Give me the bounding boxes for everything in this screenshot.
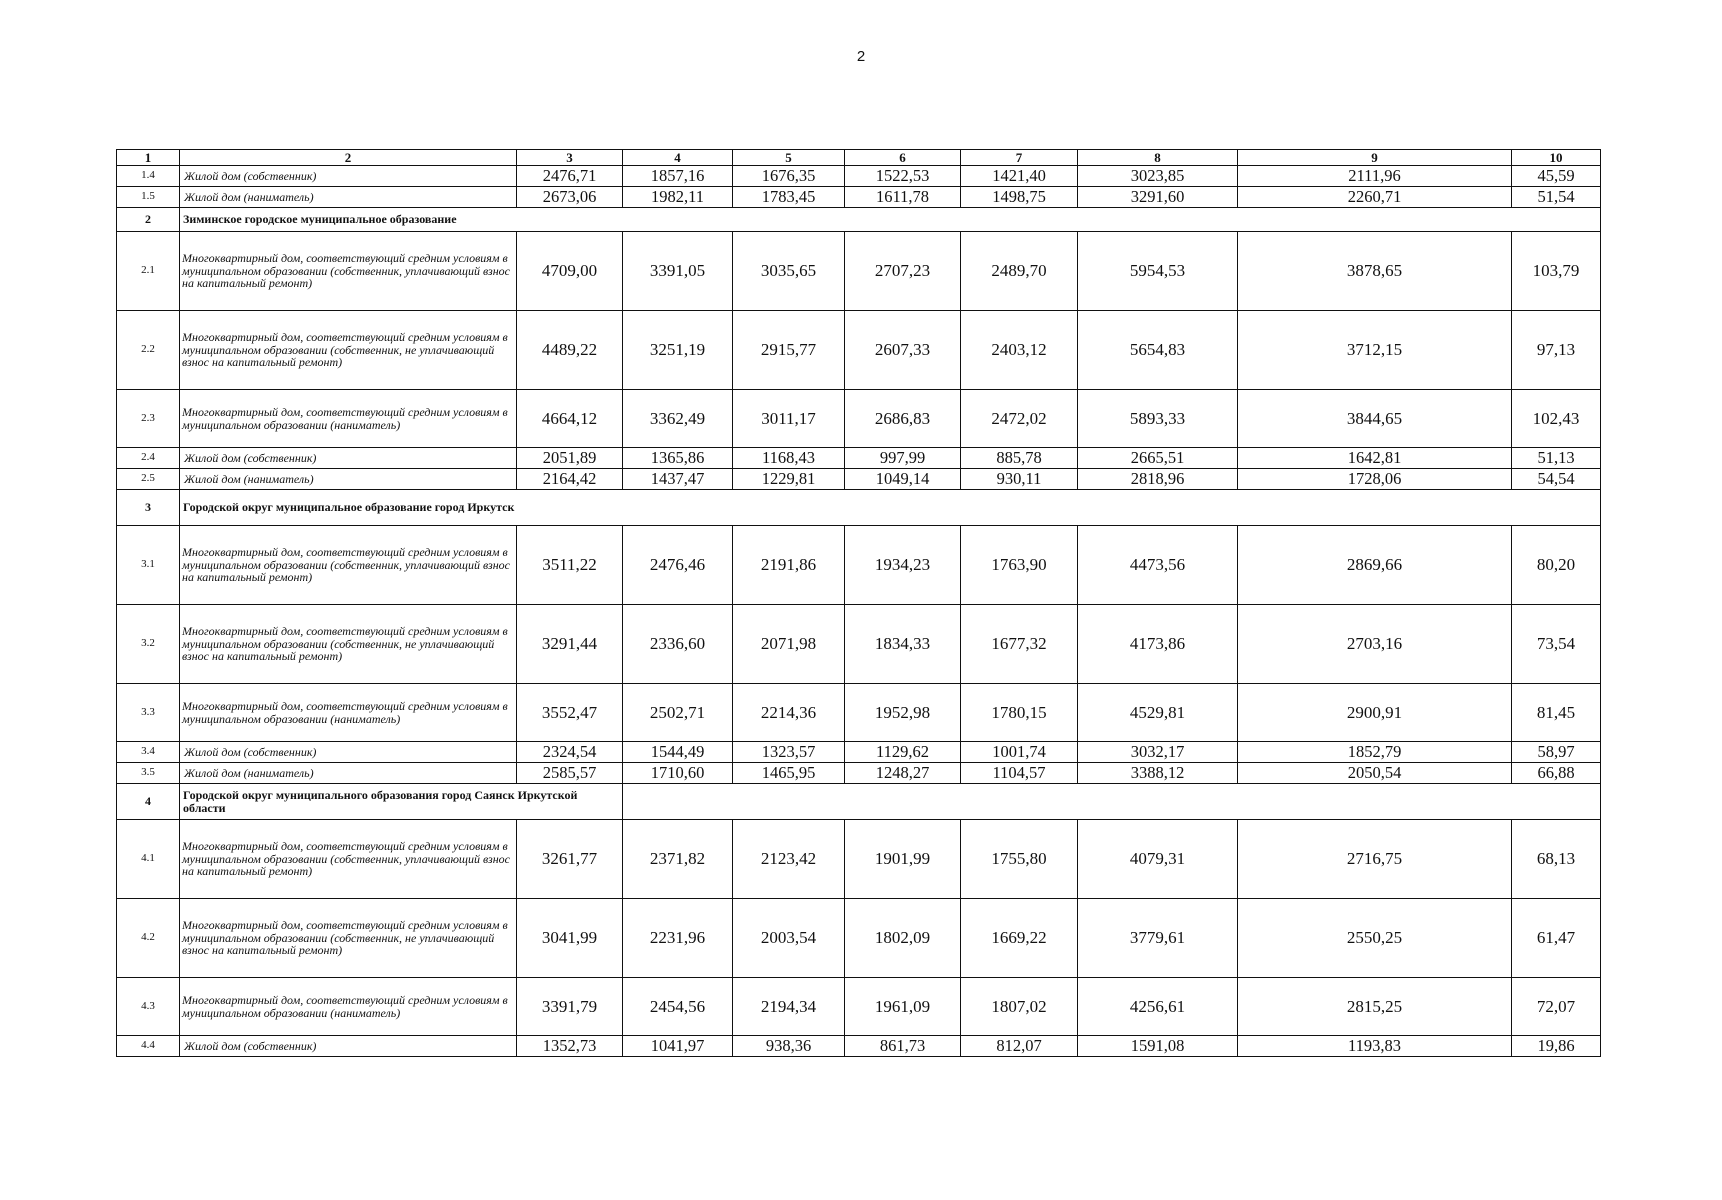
value-cell: 1710,60 [623, 763, 733, 784]
table-row [117, 448, 1601, 469]
column-header: 7 [961, 150, 1078, 166]
section-number: 3 [117, 490, 180, 526]
row-name: Многоквартирный дом, соответствующий средним условиям в муниципальном образовании (наниматель) [180, 684, 517, 742]
column-header: 6 [845, 150, 961, 166]
value-cell: 2454,56 [623, 978, 733, 1036]
value-cell: 2915,77 [733, 311, 845, 390]
row-name: Многоквартирный дом, соответствующий средним условиям в муниципальном образовании (наниматель) [180, 390, 517, 448]
row-number: 3.4 [117, 742, 180, 763]
table-row [117, 820, 1601, 899]
column-header: 9 [1238, 150, 1512, 166]
column-header: 8 [1078, 150, 1238, 166]
table-row [117, 166, 1601, 187]
table-row [117, 978, 1601, 1036]
value-cell: 1676,35 [733, 166, 845, 187]
value-cell: 3032,17 [1078, 742, 1238, 763]
value-cell: 2123,42 [733, 820, 845, 899]
table-row [117, 469, 1601, 490]
value-cell: 2003,54 [733, 899, 845, 978]
column-header: 3 [517, 150, 623, 166]
header-row [117, 150, 1601, 166]
value-cell: 54,54 [1512, 469, 1601, 490]
value-cell: 58,97 [1512, 742, 1601, 763]
empty-cell [623, 784, 1601, 820]
row-name: Жилой дом (собственник) [180, 1036, 517, 1057]
table-row [117, 311, 1601, 390]
value-cell: 812,07 [961, 1036, 1078, 1057]
table-row [117, 526, 1601, 605]
value-cell: 72,07 [1512, 978, 1601, 1036]
value-cell: 1544,49 [623, 742, 733, 763]
row-name: Многоквартирный дом, соответствующий средним условиям в муниципальном образовании (собственник, не уплачивающий взнос на капитальный ремонт) [180, 605, 517, 684]
value-cell: 1763,90 [961, 526, 1078, 605]
value-cell: 45,59 [1512, 166, 1601, 187]
value-cell: 2371,82 [623, 820, 733, 899]
section-row [117, 208, 1601, 232]
row-number: 1.5 [117, 187, 180, 208]
column-header: 10 [1512, 150, 1601, 166]
row-number: 3.3 [117, 684, 180, 742]
row-number: 4.1 [117, 820, 180, 899]
row-name: Многоквартирный дом, соответствующий средним условиям в муниципальном образовании (собственник, не уплачивающий взнос на капитальный ремонт) [180, 311, 517, 390]
value-cell: 2260,71 [1238, 187, 1512, 208]
value-cell: 2869,66 [1238, 526, 1512, 605]
value-cell: 3391,79 [517, 978, 623, 1036]
value-cell: 2403,12 [961, 311, 1078, 390]
value-cell: 81,45 [1512, 684, 1601, 742]
value-cell: 2489,70 [961, 232, 1078, 311]
tariff-table [116, 149, 1601, 1057]
value-cell: 68,13 [1512, 820, 1601, 899]
section-number: 2 [117, 208, 180, 232]
table-row [117, 1036, 1601, 1057]
value-cell: 3552,47 [517, 684, 623, 742]
value-cell: 1669,22 [961, 899, 1078, 978]
value-cell: 1168,43 [733, 448, 845, 469]
value-cell: 4664,12 [517, 390, 623, 448]
value-cell: 51,13 [1512, 448, 1601, 469]
value-cell: 1104,57 [961, 763, 1078, 784]
value-cell: 4473,56 [1078, 526, 1238, 605]
value-cell: 1591,08 [1078, 1036, 1238, 1057]
value-cell: 1961,09 [845, 978, 961, 1036]
section-row [117, 784, 1601, 820]
value-cell: 1323,57 [733, 742, 845, 763]
value-cell: 1802,09 [845, 899, 961, 978]
row-name: Жилой дом (наниматель) [180, 469, 517, 490]
value-cell: 73,54 [1512, 605, 1601, 684]
value-cell: 66,88 [1512, 763, 1601, 784]
value-cell: 3712,15 [1238, 311, 1512, 390]
column-header: 4 [623, 150, 733, 166]
value-cell: 1783,45 [733, 187, 845, 208]
value-cell: 2607,33 [845, 311, 961, 390]
row-name: Многоквартирный дом, соответствующий средним условиям в муниципальном образовании (собственник, не уплачивающий взнос на капитальный ремонт) [180, 899, 517, 978]
value-cell: 3251,19 [623, 311, 733, 390]
value-cell: 3011,17 [733, 390, 845, 448]
value-cell: 3291,60 [1078, 187, 1238, 208]
value-cell: 1437,47 [623, 469, 733, 490]
value-cell: 1352,73 [517, 1036, 623, 1057]
value-cell: 2550,25 [1238, 899, 1512, 978]
value-cell: 1611,78 [845, 187, 961, 208]
value-cell: 61,47 [1512, 899, 1601, 978]
value-cell: 2815,25 [1238, 978, 1512, 1036]
value-cell: 938,36 [733, 1036, 845, 1057]
value-cell: 2336,60 [623, 605, 733, 684]
value-cell: 997,99 [845, 448, 961, 469]
value-cell: 1229,81 [733, 469, 845, 490]
value-cell: 2900,91 [1238, 684, 1512, 742]
value-cell: 1807,02 [961, 978, 1078, 1036]
row-name: Многоквартирный дом, соответствующий средним условиям в муниципальном образовании (собственник, уплачивающий взнос на капитальный ремонт) [180, 526, 517, 605]
value-cell: 4489,22 [517, 311, 623, 390]
value-cell: 1934,23 [845, 526, 961, 605]
value-cell: 19,86 [1512, 1036, 1601, 1057]
value-cell: 80,20 [1512, 526, 1601, 605]
value-cell: 2051,89 [517, 448, 623, 469]
value-cell: 1852,79 [1238, 742, 1512, 763]
row-number: 3.1 [117, 526, 180, 605]
row-name: Многоквартирный дом, соответствующий средним условиям в муниципальном образовании (собственник, уплачивающий взнос на капитальный ремонт) [180, 820, 517, 899]
value-cell: 2665,51 [1078, 448, 1238, 469]
value-cell: 1001,74 [961, 742, 1078, 763]
section-number: 4 [117, 784, 180, 820]
value-cell: 103,79 [1512, 232, 1601, 311]
row-number: 2.5 [117, 469, 180, 490]
value-cell: 1498,75 [961, 187, 1078, 208]
row-number: 2.3 [117, 390, 180, 448]
section-title: Городской округ муниципального образования город Саянск Иркутской области [180, 784, 623, 820]
value-cell: 97,13 [1512, 311, 1601, 390]
value-cell: 2164,42 [517, 469, 623, 490]
table-row [117, 187, 1601, 208]
value-cell: 3291,44 [517, 605, 623, 684]
value-cell: 1465,95 [733, 763, 845, 784]
value-cell: 4079,31 [1078, 820, 1238, 899]
row-number: 3.2 [117, 605, 180, 684]
value-cell: 1193,83 [1238, 1036, 1512, 1057]
value-cell: 1365,86 [623, 448, 733, 469]
table-row [117, 763, 1601, 784]
section-title: Зиминское городское муниципальное образование [180, 208, 1601, 232]
row-name: Жилой дом (наниматель) [180, 763, 517, 784]
section-row [117, 490, 1601, 526]
value-cell: 2502,71 [623, 684, 733, 742]
value-cell: 102,43 [1512, 390, 1601, 448]
value-cell: 3035,65 [733, 232, 845, 311]
value-cell: 1041,97 [623, 1036, 733, 1057]
page-number: 2 [856, 48, 866, 65]
table-row [117, 605, 1601, 684]
value-cell: 51,54 [1512, 187, 1601, 208]
value-cell: 2111,96 [1238, 166, 1512, 187]
row-number: 4.4 [117, 1036, 180, 1057]
value-cell: 3779,61 [1078, 899, 1238, 978]
value-cell: 1642,81 [1238, 448, 1512, 469]
value-cell: 4529,81 [1078, 684, 1238, 742]
value-cell: 5893,33 [1078, 390, 1238, 448]
column-header: 5 [733, 150, 845, 166]
value-cell: 5954,53 [1078, 232, 1238, 311]
value-cell: 2707,23 [845, 232, 961, 311]
value-cell: 3362,49 [623, 390, 733, 448]
value-cell: 1755,80 [961, 820, 1078, 899]
table-row [117, 742, 1601, 763]
row-number: 4.2 [117, 899, 180, 978]
column-header: 1 [117, 150, 180, 166]
value-cell: 5654,83 [1078, 311, 1238, 390]
table-row [117, 232, 1601, 311]
value-cell: 3844,65 [1238, 390, 1512, 448]
value-cell: 861,73 [845, 1036, 961, 1057]
value-cell: 1728,06 [1238, 469, 1512, 490]
value-cell: 1901,99 [845, 820, 961, 899]
row-number: 2.4 [117, 448, 180, 469]
value-cell: 2716,75 [1238, 820, 1512, 899]
row-number: 4.3 [117, 978, 180, 1036]
table-row [117, 684, 1601, 742]
value-cell: 1857,16 [623, 166, 733, 187]
value-cell: 2214,36 [733, 684, 845, 742]
value-cell: 2686,83 [845, 390, 961, 448]
row-name: Жилой дом (собственник) [180, 166, 517, 187]
value-cell: 3391,05 [623, 232, 733, 311]
value-cell: 2472,02 [961, 390, 1078, 448]
value-cell: 2703,16 [1238, 605, 1512, 684]
value-cell: 3023,85 [1078, 166, 1238, 187]
table-row [117, 899, 1601, 978]
value-cell: 885,78 [961, 448, 1078, 469]
value-cell: 4256,61 [1078, 978, 1238, 1036]
value-cell: 2050,54 [1238, 763, 1512, 784]
value-cell: 1952,98 [845, 684, 961, 742]
value-cell: 2585,57 [517, 763, 623, 784]
row-number: 2.2 [117, 311, 180, 390]
value-cell: 4173,86 [1078, 605, 1238, 684]
value-cell: 2194,34 [733, 978, 845, 1036]
value-cell: 2476,46 [623, 526, 733, 605]
row-number: 2.1 [117, 232, 180, 311]
value-cell: 3878,65 [1238, 232, 1512, 311]
value-cell: 1522,53 [845, 166, 961, 187]
row-name: Жилой дом (собственник) [180, 742, 517, 763]
row-name: Многоквартирный дом, соответствующий средним условиям в муниципальном образовании (наниматель) [180, 978, 517, 1036]
value-cell: 2476,71 [517, 166, 623, 187]
value-cell: 2071,98 [733, 605, 845, 684]
value-cell: 1982,11 [623, 187, 733, 208]
value-cell: 4709,00 [517, 232, 623, 311]
value-cell: 3261,77 [517, 820, 623, 899]
row-number: 3.5 [117, 763, 180, 784]
row-number: 1.4 [117, 166, 180, 187]
column-header: 2 [180, 150, 517, 166]
value-cell: 1248,27 [845, 763, 961, 784]
value-cell: 1780,15 [961, 684, 1078, 742]
value-cell: 2673,06 [517, 187, 623, 208]
value-cell: 1834,33 [845, 605, 961, 684]
row-name: Многоквартирный дом, соответствующий средним условиям в муниципальном образовании (собственник, уплачивающий взнос на капитальный ремонт) [180, 232, 517, 311]
value-cell: 2231,96 [623, 899, 733, 978]
value-cell: 1049,14 [845, 469, 961, 490]
value-cell: 3041,99 [517, 899, 623, 978]
row-name: Жилой дом (наниматель) [180, 187, 517, 208]
row-name: Жилой дом (собственник) [180, 448, 517, 469]
value-cell: 1421,40 [961, 166, 1078, 187]
value-cell: 2818,96 [1078, 469, 1238, 490]
value-cell: 930,11 [961, 469, 1078, 490]
table-row [117, 390, 1601, 448]
value-cell: 3511,22 [517, 526, 623, 605]
section-title: Городской округ муниципальное образование город Иркутск [180, 490, 1601, 526]
value-cell: 1129,62 [845, 742, 961, 763]
value-cell: 2191,86 [733, 526, 845, 605]
value-cell: 1677,32 [961, 605, 1078, 684]
value-cell: 2324,54 [517, 742, 623, 763]
value-cell: 3388,12 [1078, 763, 1238, 784]
